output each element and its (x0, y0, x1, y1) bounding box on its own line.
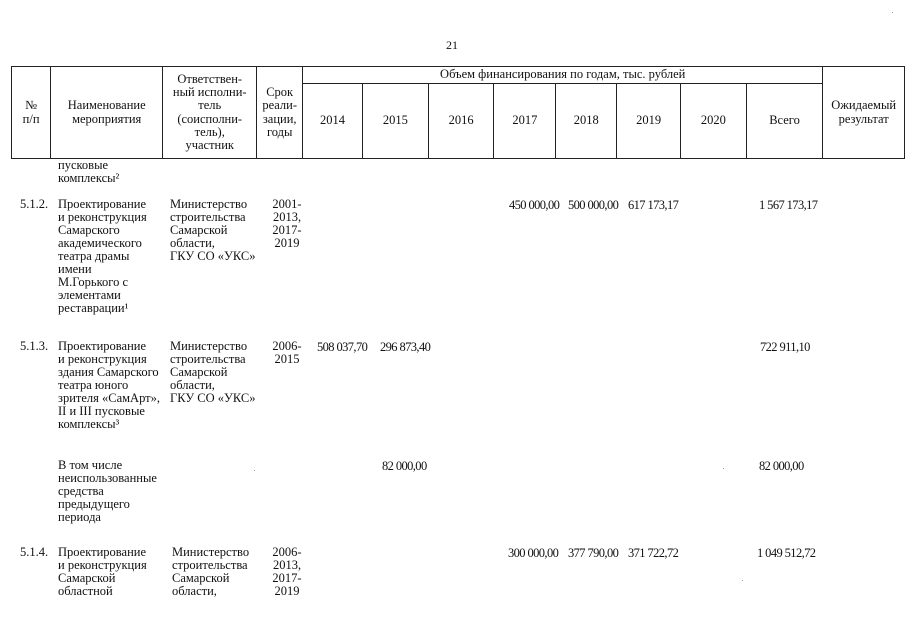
row-2-term: 2006- 2015 (272, 339, 302, 366)
row-3-total: 82 000,00 (759, 459, 804, 473)
header-year-2015: 2015 (363, 84, 429, 159)
row-4-total: 1 049 512,72 (757, 546, 816, 560)
header-year-2014: 2014 (303, 84, 363, 159)
row-2-number: 5.1.3. (20, 339, 49, 353)
header-year-2019: 2019 (617, 84, 681, 159)
header-name: Наименование мероприятия (51, 67, 163, 159)
scan-speck (892, 12, 893, 13)
row-2-responsible: Министерство строительства Самарской области, ГКУ СО «УКС» (170, 339, 256, 405)
row-4-2019: 371 722,72 (628, 546, 679, 560)
row-1-2018: 500 000,00 (568, 198, 619, 212)
row-4-2018: 377 790,00 (568, 546, 619, 560)
row-1-name: Проектирование и реконструкция Самарского академического театра драмы имени М.Горького с элементами реставрации¹ (58, 197, 147, 315)
table-header (11, 66, 905, 159)
scan-speck (742, 580, 743, 581)
row-4-responsible: Министерство строительства Самарской области, (172, 545, 250, 598)
header-year-2018: 2018 (556, 84, 617, 159)
row-1-total: 1 567 173,17 (759, 198, 818, 212)
row-3-2015: 82 000,00 (382, 459, 427, 473)
header-responsible: Ответствен- ный исполни- тель (соисполни- тель), участник (163, 67, 257, 159)
header-year-2017: 2017 (494, 84, 556, 159)
row-4-2017: 300 000,00 (508, 546, 559, 560)
row-2-2014: 508 037,70 (317, 340, 368, 354)
row-2-total: 722 911,10 (760, 340, 810, 354)
row-0-name: пусковые комплексы² (58, 158, 120, 185)
header-year-2016: 2016 (428, 84, 494, 159)
scan-speck (254, 470, 255, 471)
row-1-2019: 617 173,17 (628, 198, 679, 212)
row-4-name: Проектирование и реконструкция Самарской областной (58, 545, 147, 598)
row-4-term: 2006- 2013, 2017- 2019 (272, 545, 302, 598)
header-no: № п/п (12, 67, 51, 159)
row-3-name: В том числе неиспользованные средства предыдущего периода (58, 458, 157, 524)
row-4-number: 5.1.4. (20, 545, 49, 559)
header-term: Срок реали- зации, годы (257, 67, 303, 159)
row-1-2017: 450 000,00 (509, 198, 560, 212)
row-2-name: Проектирование и реконструкция здания Самарского театра юного зрителя «СамАрт», II и III пусковые комплексы³ (58, 339, 160, 431)
header-year-2020: 2020 (681, 84, 747, 159)
row-1-responsible: Министерство строительства Самарской области, ГКУ СО «УКС» (170, 197, 256, 263)
header-result: Ожидаемый результат (823, 67, 905, 159)
row-1-number: 5.1.2. (20, 197, 49, 211)
row-2-2015: 296 873,40 (380, 340, 431, 354)
header-total: Всего (746, 84, 823, 159)
scan-speck (723, 468, 724, 469)
header-funding-title: Объем финансирования по годам, тыс. рублей (303, 67, 823, 84)
page-number: 21 (446, 38, 458, 52)
row-1-term: 2001- 2013, 2017- 2019 (272, 197, 302, 250)
